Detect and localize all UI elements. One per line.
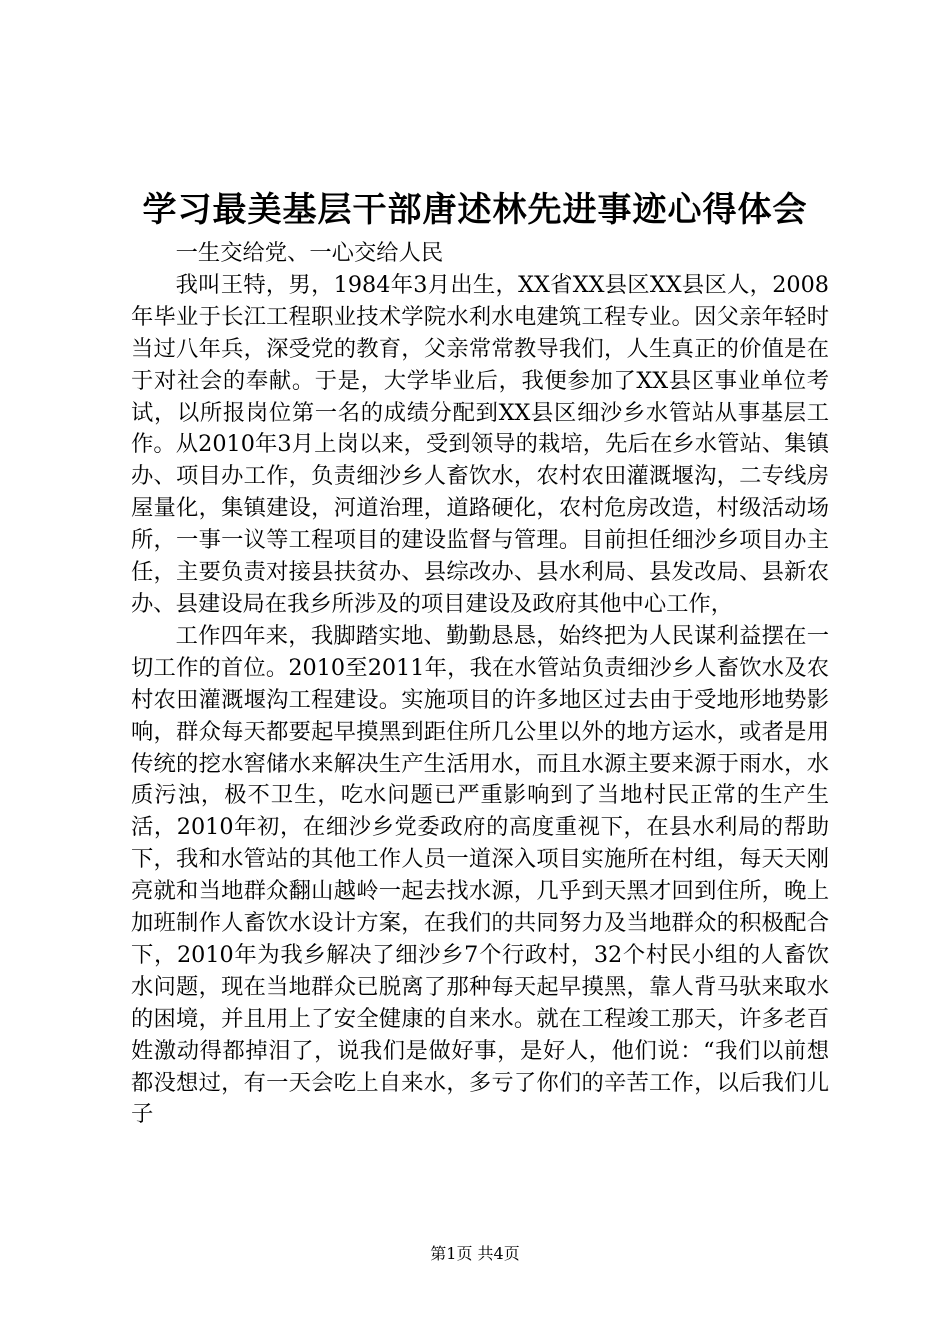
- document-body: [131, 238, 829, 1131]
- document-title: 学习最美基层干部唐述林先进事迹心得体会: [142, 190, 808, 230]
- body-paragraph: 工作四年来，我脚踏实地、勤勤恳恳，始终把为人民谋利益摆在一切工作的首位。2010至2011年，我在水管站负责细沙乡人畜饮水及农村农田灌溉堰沟工程建设。实施项目的许多地区过去由于受地形地势影响，群众每天都要起早摸黑到距住所几公里以外的地方运水，或者是用传统的挖水窖储水来解决生产生活用水，而且水源主要来源于雨水，水质污浊，极不卫生，吃水问题已严重影响到了当地村民正常的生产生活，2010年初，在细沙乡党委政府的高度重视下，在县水利局的帮助下，我和水管站的其他工作人员一道深入项目实施所在村组，每天天刚亮就和当地群众翻山越岭一起去找水源，几乎到天黑才回到住所，晚上加班制作人畜饮水设计方案，在我们的共同努力及当地群众的积极配合下，2010年为我乡解决了细沙乡7个行政村，32个村民小组的人畜饮水问题，现在当地群众已脱离了那种每天起早摸黑，靠人背马驮来取水的困境，并且用上了安全健康的自来水。就在工程竣工那天，许多老百姓激动得都掉泪了，说我们是做好事，是好人，他们说：“我们以前想都没想过，有一天会吃上自来水，多亏了你们的辛苦工作，以后我们儿子: [131, 622, 829, 1128]
- body-paragraph: 我叫王特，男，1984年3月出生，XX省XX县区XX县区人，2008年毕业于长江工程职业技术学院水利水电建筑工程专业。因父亲年轻时当过八年兵，深受党的教育，父亲常常教导我们，人生真正的价值是在于对社会的奉献。于是，大学毕业后，我便参加了XX县区事业单位考试，以所报岗位第一名的成绩分配到XX县区细沙乡水管站从事基层工作。从2010年3月上岗以来，受到领导的栽培，先后在乡水管站、集镇办、项目办工作，负责细沙乡人畜饮水，农村农田灌溉堰沟，二专线房屋量化，集镇建设，河道治理，道路硬化，农村危房改造，村级活动场所，一事一议等工程项目的建设监督与管理。目前担任细沙乡项目办主任，主要负责对接县扶贫办、县综改办、县水利局、县发改局、县新农办、县建设局在我乡所涉及的项目建设及政府其他中心工作，: [131, 271, 829, 617]
- subtitle-paragraph: 一生交给党、一心交给人民: [175, 240, 444, 266]
- page-number-footer: 第1页 共4页: [430, 1244, 520, 1263]
